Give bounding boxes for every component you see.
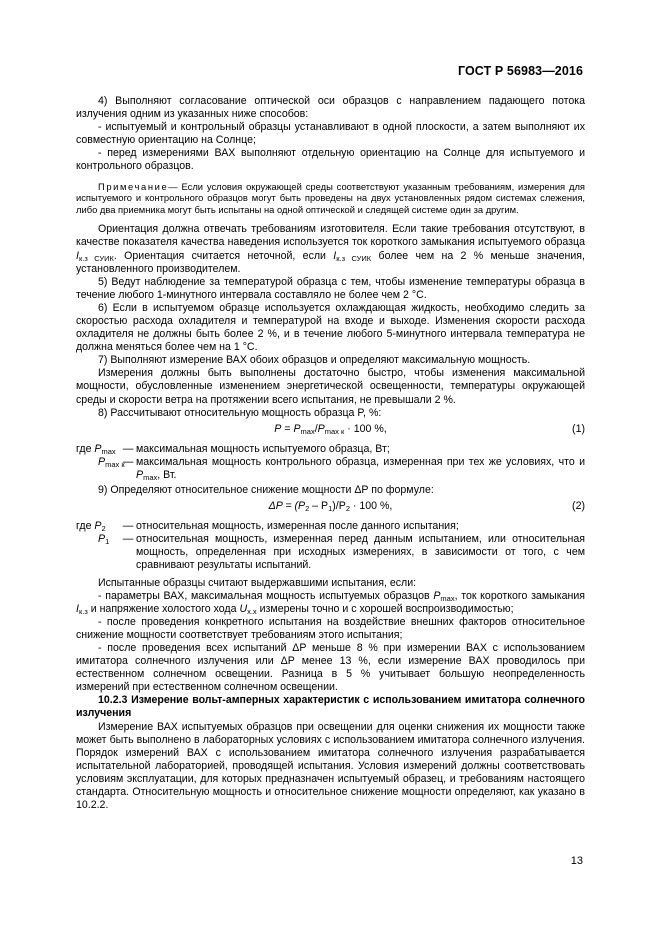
note-label: Примечание (98, 180, 169, 192)
paragraph: 7) Выполняют измерение ВАХ обоих образцов и определяют максимальную мощность. (98, 354, 531, 367)
paragraph: - после проведения конкретного испытания на воздействие внешних факторов относительное снижение мощности соответствует требованиям этого испытания; (76, 615, 585, 641)
paragraph: - после проведения всех испытаний ΔP меньше 8 % при измерении ВАХ с использованием имитатора солнечного излучения или ΔP менее 13 %, если измерение ВАХ проводилось при естественном солнечном освещении. Разница в 5 % учитывает большую неопределенность измерений при естественном солнечном освещении. (76, 641, 585, 694)
paragraph: - испытуемый и контрольный образцы устанавливают в одной плоскости, а затем выполняют их совместную ориентацию на Солнце; (76, 121, 585, 147)
paragraph: 6) Если в испытуемом образце используется охлаждающая жидкость, необходимо следить за скоростью расхода охладителя и температурой на входе и выходе. Изменения скорости расхода охладителя не должны быть более 2 %, и в течение любого 5-минутного интервала температура не должна меняться более чем на 1 °С. (76, 301, 585, 354)
paragraph: 9) Определяют относительное снижение мощности ΔP по формуле: (98, 484, 434, 497)
formula-number: (2) (572, 500, 585, 513)
section-heading: 10.2.3 Измерение вольт-амперных характеристик с использованием имитатора солнечного излучения (76, 694, 585, 720)
doc-id-header: ГОСТ Р 56983—2016 (457, 64, 583, 78)
formula-1: $P = P_{max}/P_{max к} \cdot 100$ %, (1) (274, 422, 585, 436)
where-list-1: где $P_{max}$ — максимальная мощность испытуемого образца, Вт; $P_{max к}$ — максимальная мощность контрольного образца, измеренная при тех же условиях, что и $P_{max}$, Вт. (76, 442, 585, 482)
page-number: 13 (570, 855, 583, 867)
paragraph: Измерения должны быть выполнены достаточно быстро, чтобы изменения максимальной мощности, обусловленные изменением энергетической освещенности, температуры окружающей среды и скорости ветра на протяжении всего испытания, не превышали 2 %. (76, 367, 585, 406)
formula-number: (1) (572, 422, 585, 435)
where-list-2: где $P_2$ — относительная мощность, измеренная после данного испытания; $P_1$ — относительная мощность, измеренная перед данным испытанием, или относительная мощность, определенная при исходных измерениях, в зависимости от того, с чем сравнивают результаты испытаний. (76, 520, 585, 572)
note (76, 181, 585, 216)
paragraph: 8) Рассчитывают относительную мощность образца P, %: (98, 406, 382, 419)
paragraph: - параметры ВАХ, максимальная мощность испытуемых образцов $P_{max}$, ток короткого замыкания $I_{к.з}$ и напряжение холостого хода $U_{х.х}$ измерены точно и с хорошей воспроизводимостью; (76, 589, 585, 616)
paragraph: Измерение ВАХ испытуемых образцов при освещении для оценки снижения их мощности также может быть выполнено в лабораторных условиях с использованием имитатора солнечного излучения. Порядок измерений ВАХ с использованием имитатора солнечного излучения разрабатывается испытательной лабораторией, проводящей испытания. Условия измерений должны соответствовать условиям эксплуатации, для которых предназначен испытуемый образец, и требованиям настоящего стандарта. Относительную мощность и относительное снижение мощности определяют, как указано в 10.2.2. (76, 720, 585, 812)
note-text: — Если условия окружающей среды соответствуют указанным требованиям, измерения для испытуемого и контрольного образцов могут быть проведены на двух установленных рядом системах слежения, либо два приемника могут быть испытаны на одной оптической и следящей системе один за другим. (76, 180, 585, 215)
paragraph: Испытанные образцы считают выдержавшими испытания, если: (98, 576, 417, 589)
paragraph: 4) Выполняют согласование оптической оси образцов с направлением падающего потока излучения одним из указанных ниже способов: (76, 95, 585, 121)
paragraph: 5) Ведут наблюдение за температурой образца с тем, чтобы изменение температуры образца в течение любого 1-минутного интервала составляло не более чем 2 °С. (76, 275, 585, 301)
document-body (76, 95, 585, 812)
paragraph: Ориентация должна отвечать требованиям изготовителя. Если такие требования отсутствуют, в качестве показателя качества наведения используется ток короткого замыкания испытуемого образца $I_{к.з СУИК}$. Ориентация считается неточной, если $I_{к.з СУИК}$ более чем на 2 % меньше значения, установленного производителем. (76, 223, 585, 275)
paragraph: - перед измерениями ВАХ выполняют отдельную ориентацию на Солнце для испытуемого и контрольного образцов. (76, 147, 585, 173)
formula-2: $\Delta P = (P_2 - P_1)/P_2 \cdot 100$ %, (2) (268, 500, 585, 514)
